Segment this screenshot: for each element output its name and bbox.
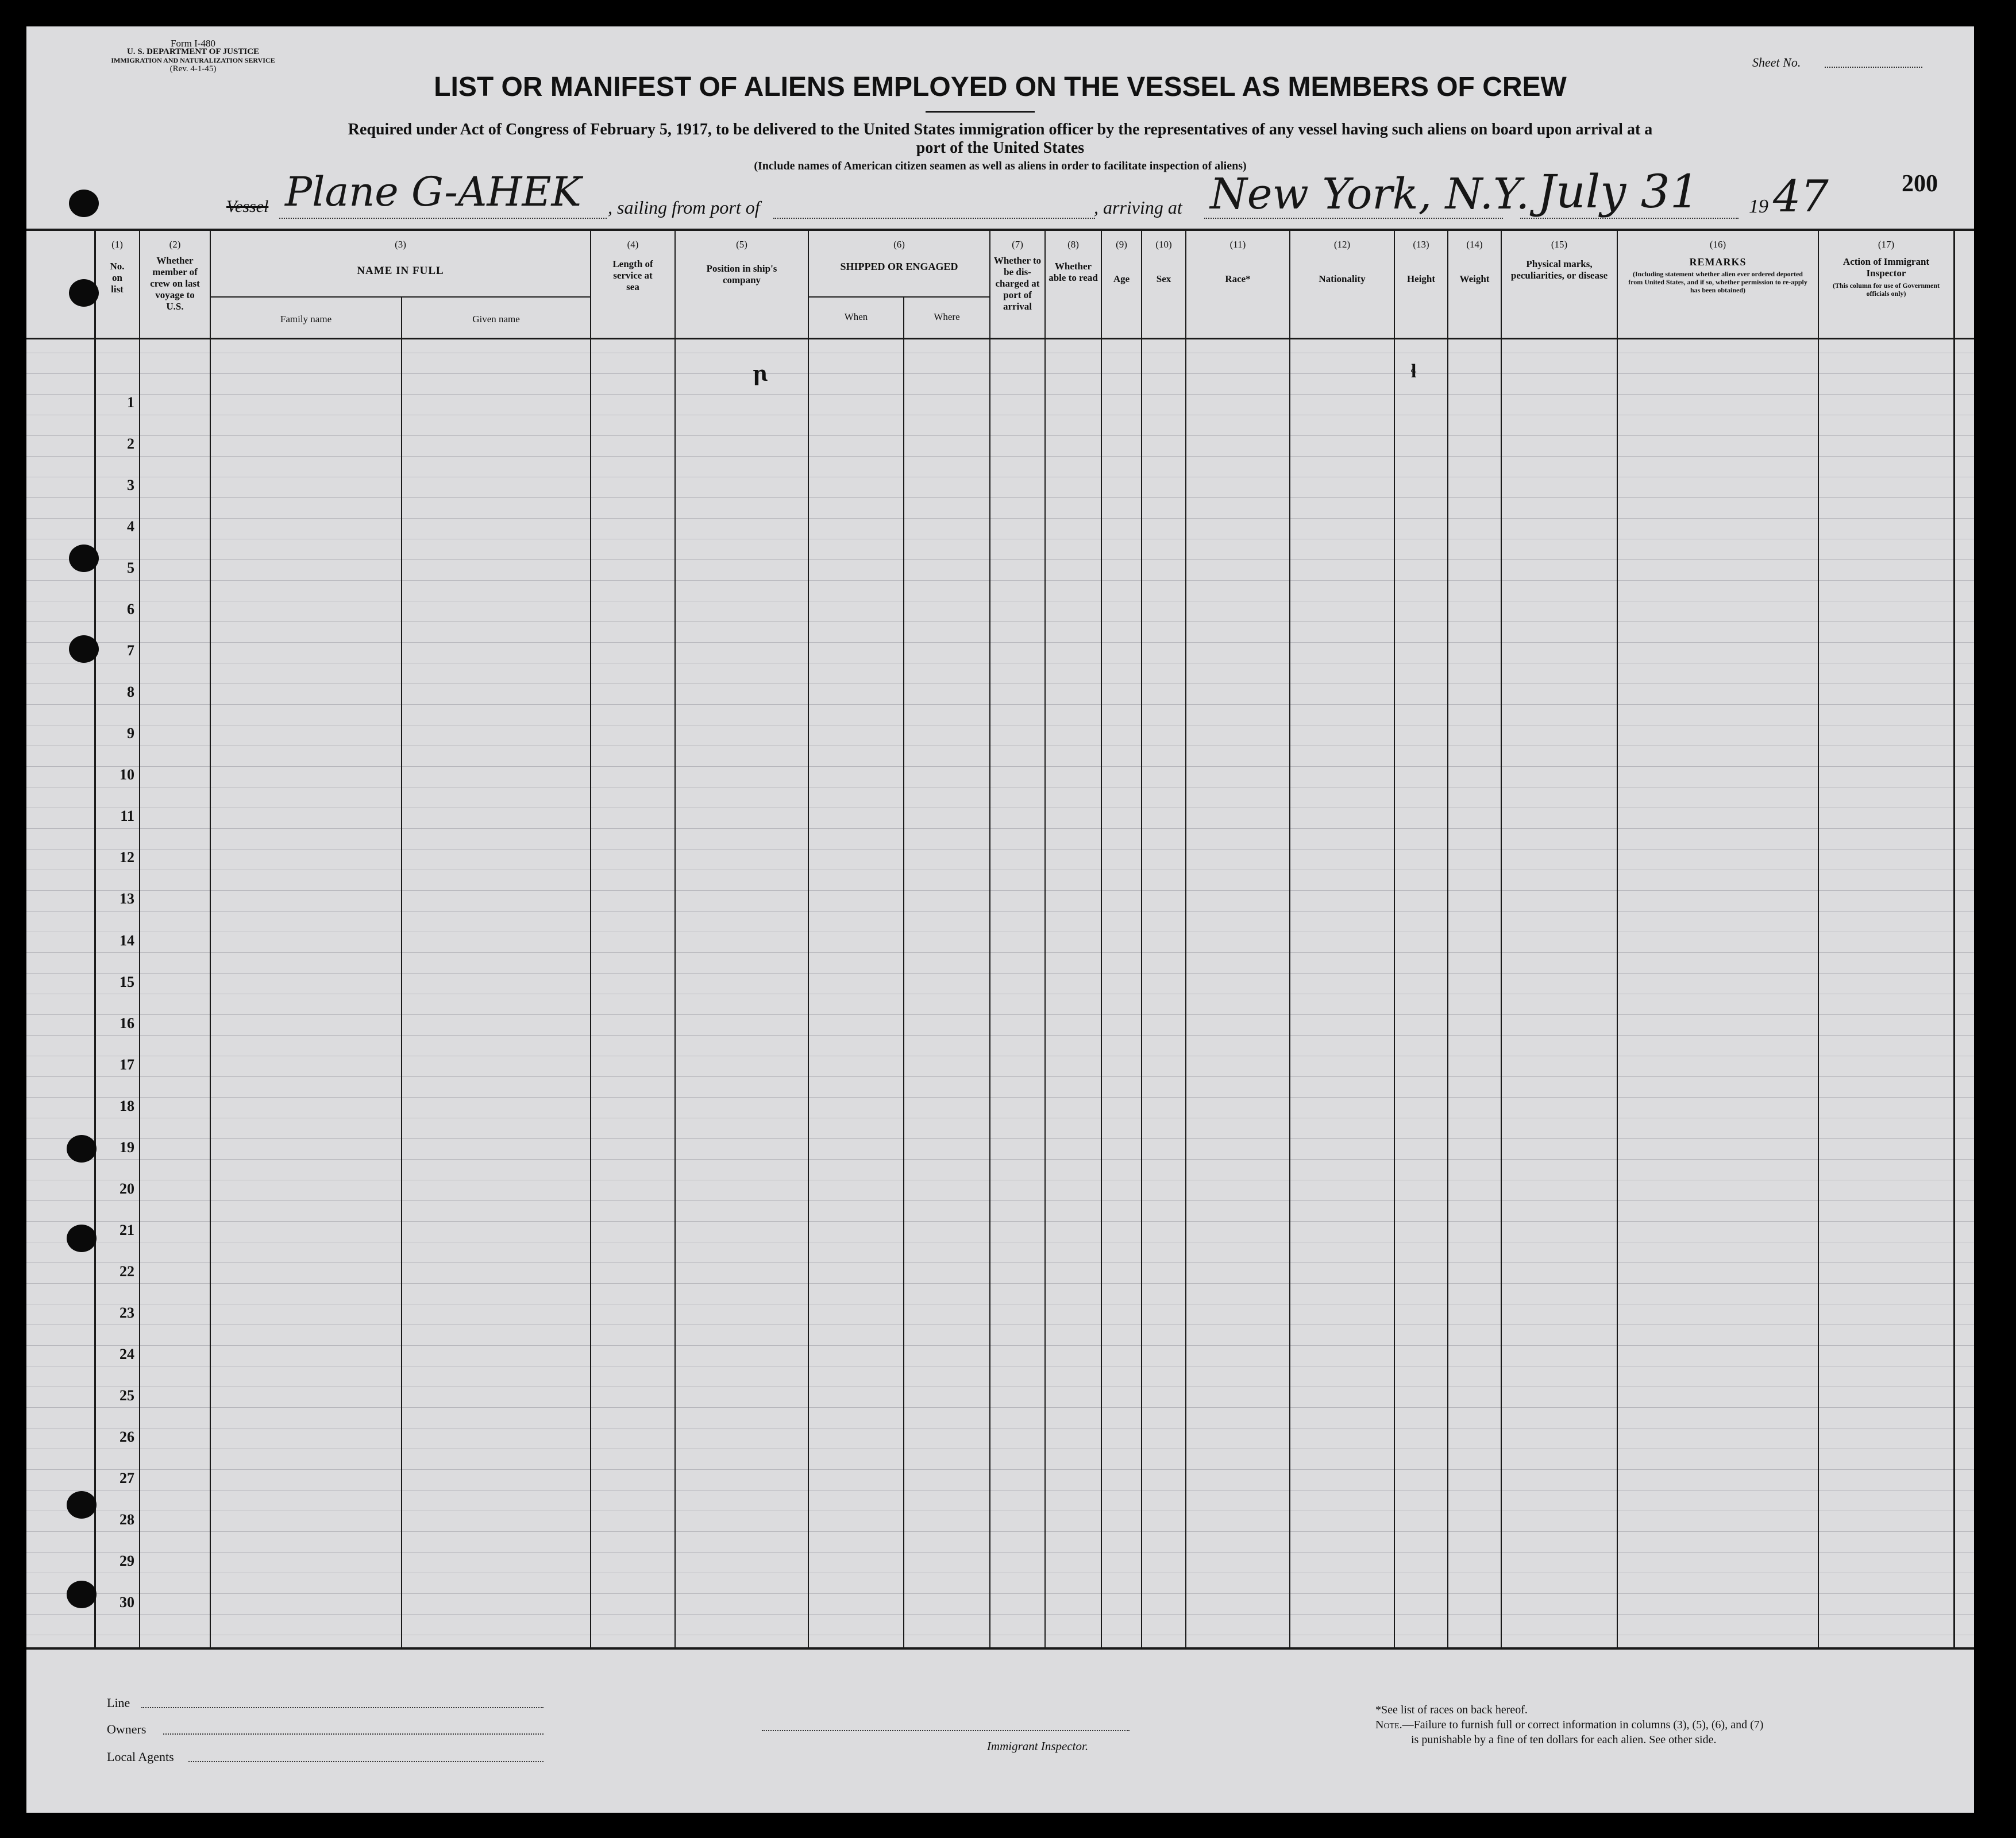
subtitle	[95, 121, 1905, 157]
row-number: 17	[120, 1056, 134, 1073]
col-header-1: (1) No. on list	[110, 239, 125, 295]
pen-mark: ꞃ	[753, 362, 768, 385]
col-divider	[1953, 230, 1955, 1648]
arriving-port[interactable]: New York, N.Y.	[1210, 169, 1530, 219]
row-number: 20	[120, 1180, 134, 1197]
ruled-line	[26, 952, 1974, 953]
ruled-line	[26, 1490, 1974, 1491]
owners-field[interactable]	[163, 1733, 543, 1735]
form-revision: (Rev. 4-1-45)	[169, 64, 217, 74]
ruled-line	[26, 1138, 1974, 1139]
row-number: 16	[120, 1015, 134, 1032]
row-number: 26	[120, 1428, 134, 1445]
arrival-date-underline	[1520, 218, 1739, 219]
ruled-line	[26, 518, 1974, 519]
col-header-7: (7) Whether to be dis-charged at port of arrival	[993, 239, 1042, 312]
ruled-line	[26, 911, 1974, 912]
ruled-line	[26, 1221, 1974, 1222]
sheet-number-label: Sheet No.	[1752, 55, 1801, 69]
col-header-12: (12) Nationality	[1319, 239, 1366, 284]
row-number: 19	[120, 1139, 134, 1156]
col-header-given-name: Given name	[472, 314, 520, 325]
col-header-4: (4) Length of service at sea	[612, 239, 653, 292]
footer-notes	[1375, 1702, 1950, 1747]
row-number: 2	[127, 435, 134, 452]
row-number: 21	[120, 1222, 134, 1238]
ruled-line	[26, 1531, 1974, 1532]
row-number: 13	[120, 890, 134, 907]
ruled-line	[26, 1552, 1974, 1553]
owners-label: Owners	[107, 1722, 147, 1736]
col-divider	[401, 296, 402, 1648]
col-header-17: (17) Action of Immigrant Inspector (This column for use of Government officials only)	[1832, 239, 1940, 298]
shipped-subheader-line	[808, 296, 990, 298]
arrival-date[interactable]: July 31	[1537, 165, 1699, 218]
row-number: 14	[120, 932, 134, 949]
col-divider	[590, 230, 591, 1648]
col-header-8: (8) Whether able to read	[1049, 239, 1098, 283]
col-header-5: (5) Position in ship's company	[706, 239, 777, 285]
ruled-line	[26, 1469, 1974, 1470]
ruled-line	[26, 1407, 1974, 1408]
col-header-3: (3) NAME IN FULL	[357, 239, 444, 277]
row-number: 23	[120, 1304, 134, 1321]
year-prefix: 19	[1749, 196, 1768, 217]
punch-hole	[67, 1491, 97, 1519]
row-number: 15	[120, 974, 134, 990]
col-divider	[210, 230, 211, 1648]
sailing-label: , sailing from port of	[608, 197, 760, 218]
col-divider	[903, 296, 904, 1648]
ruled-line	[26, 1262, 1974, 1263]
punch-hole	[69, 545, 99, 572]
ruled-line	[26, 580, 1974, 581]
ruled-line	[26, 1593, 1974, 1594]
local-agents-field[interactable]	[188, 1761, 543, 1762]
ruled-line	[26, 1614, 1974, 1615]
local-agents-label: Local Agents	[107, 1750, 174, 1764]
row-number: 18	[120, 1098, 134, 1114]
form-service: IMMIGRATION AND NATURALIZATION SERVICE	[111, 56, 275, 64]
ruled-line	[26, 456, 1974, 457]
ruled-line	[26, 1014, 1974, 1015]
row-number: 24	[120, 1346, 134, 1362]
note-penalty	[1375, 1717, 1950, 1732]
arriving-port-underline	[1204, 218, 1503, 219]
col-header-14: (14) Weight	[1459, 239, 1490, 284]
ruled-line	[26, 828, 1974, 829]
manifest-sheet	[26, 26, 1974, 1813]
col-divider	[674, 230, 676, 1648]
col-divider	[1141, 230, 1142, 1648]
col-divider	[989, 230, 990, 1648]
ruled-line	[26, 704, 1974, 705]
page-title: LIST OR MANIFEST OF ALIENS EMPLOYED ON THE VESSEL AS MEMBERS OF CREW	[434, 72, 1567, 102]
col-divider	[1289, 230, 1290, 1648]
col-header-11: (11) Race*	[1225, 239, 1251, 284]
col-header-family-name: Family name	[280, 314, 332, 325]
col-divider	[1101, 230, 1102, 1648]
table-top-border	[26, 229, 1974, 231]
vessel-label: Vessel	[226, 197, 269, 216]
ruled-line	[26, 621, 1974, 622]
ruled-line	[26, 1345, 1974, 1346]
ruled-line	[26, 1159, 1974, 1160]
name-subheader-line	[210, 296, 591, 298]
col-divider	[1185, 230, 1186, 1648]
ruled-line	[26, 642, 1974, 643]
punch-hole	[67, 1225, 97, 1252]
ruled-line	[26, 973, 1974, 974]
subtitle-line-1: Required under Act of Congress of February 5, 1917, to be delivered to the United States immigration officer by the representatives of any vessel having such aliens on board upon arrival at a	[348, 121, 1653, 138]
col-divider	[1501, 230, 1502, 1648]
sheet-number	[1752, 55, 1801, 70]
row-number: 9	[127, 725, 134, 742]
row-number: 30	[120, 1594, 134, 1611]
col-header-16: (16) REMARKS (Including statement whether alien ever ordered deported from United States, and if so, whether permission to re-apply has been obtained)	[1628, 239, 1807, 294]
inspector-label: Immigrant Inspector.	[986, 1739, 1089, 1753]
punch-hole	[69, 635, 99, 663]
header-bottom-border	[26, 338, 1974, 339]
col-header-15: (15) Physical marks, peculiarities, or disease	[1510, 239, 1608, 281]
col-divider	[139, 230, 140, 1648]
col-header-6: (6) SHIPPED OR ENGAGED	[840, 239, 958, 272]
ruled-line	[26, 1076, 1974, 1077]
sailing-port-field[interactable]	[773, 218, 1095, 219]
line-field[interactable]	[141, 1707, 543, 1708]
note-races: *See list of races on back hereof.	[1375, 1704, 1528, 1716]
punch-hole	[69, 190, 99, 217]
row-number: 28	[120, 1511, 134, 1528]
row-number: 3	[127, 477, 134, 493]
row-number: 6	[127, 601, 134, 617]
punch-hole	[69, 279, 99, 307]
year-suffix[interactable]: 47	[1773, 171, 1829, 222]
row-number: 22	[120, 1263, 134, 1280]
stamp-number: 200	[1902, 171, 1938, 197]
row-number: 29	[120, 1553, 134, 1569]
ruled-line	[26, 435, 1974, 436]
punch-hole	[67, 1135, 97, 1163]
form-info	[101, 39, 285, 74]
row-number: 7	[127, 642, 134, 659]
row-number: 5	[127, 559, 134, 576]
subtitle-note: (Include names of American citizen seamen as well as aliens in order to facilitate inspection of aliens)	[754, 160, 1247, 172]
ruled-line	[26, 1283, 1974, 1284]
pen-mark: ɬ	[1411, 361, 1417, 382]
col-divider	[1044, 230, 1046, 1648]
note-penalty-text: —Failure to furnish full or correct information in columns (3), (5), (6), and (7)	[1402, 1719, 1764, 1731]
row-number: 25	[120, 1387, 134, 1404]
vessel-name-underline	[279, 218, 607, 219]
ruled-line	[26, 890, 1974, 891]
col-header-10: (10) Sex	[1155, 239, 1172, 284]
col-header-13: (13) Height	[1406, 239, 1436, 284]
punch-hole	[67, 1581, 97, 1608]
arriving-label: , arriving at	[1094, 197, 1182, 218]
ruled-line	[26, 1200, 1974, 1201]
col-divider	[1617, 230, 1618, 1648]
inspector-signature-field[interactable]	[762, 1730, 1130, 1731]
form-number: Form I-480	[171, 38, 215, 49]
sheet-number-field[interactable]	[1825, 67, 1922, 68]
col-divider	[1818, 230, 1819, 1648]
ruled-line	[26, 394, 1974, 395]
ruled-line	[26, 766, 1974, 767]
row-number: 10	[120, 766, 134, 783]
row-number: 27	[120, 1470, 134, 1486]
col-header-2: (2) Whether member of crew on last voyage to U.S.	[150, 239, 200, 312]
ruled-line	[26, 497, 1974, 498]
row-number: 12	[120, 849, 134, 866]
line-label: Line	[107, 1696, 130, 1710]
col-header-9: (9) Age	[1113, 239, 1130, 284]
row-number: 8	[127, 684, 134, 700]
ruled-line	[26, 373, 1974, 374]
row-number: 11	[120, 808, 134, 824]
ruled-line	[26, 559, 1974, 560]
col-divider	[1447, 230, 1448, 1648]
ruled-line	[26, 1035, 1974, 1036]
ruled-line	[26, 1097, 1974, 1098]
col-header-where: Where	[934, 311, 960, 322]
footer	[26, 1650, 1974, 1813]
note-penalty-cont: is punishable by a fine of ten dollars for each alien. See other side.	[1411, 1733, 1717, 1746]
row-number: 4	[127, 518, 134, 535]
vessel-name[interactable]: Plane G-AHEK	[285, 168, 581, 215]
col-divider	[808, 230, 809, 1648]
subtitle-line-2: port of the United States	[916, 139, 1085, 157]
title-underline	[926, 111, 1035, 113]
row-number: 1	[127, 394, 134, 411]
ruled-line	[26, 849, 1974, 850]
form-department: U. S. DEPARTMENT OF JUSTICE	[126, 47, 260, 56]
col-header-when: When	[844, 311, 868, 322]
note-prefix: Note.	[1375, 1719, 1402, 1731]
col-divider	[1394, 230, 1395, 1648]
